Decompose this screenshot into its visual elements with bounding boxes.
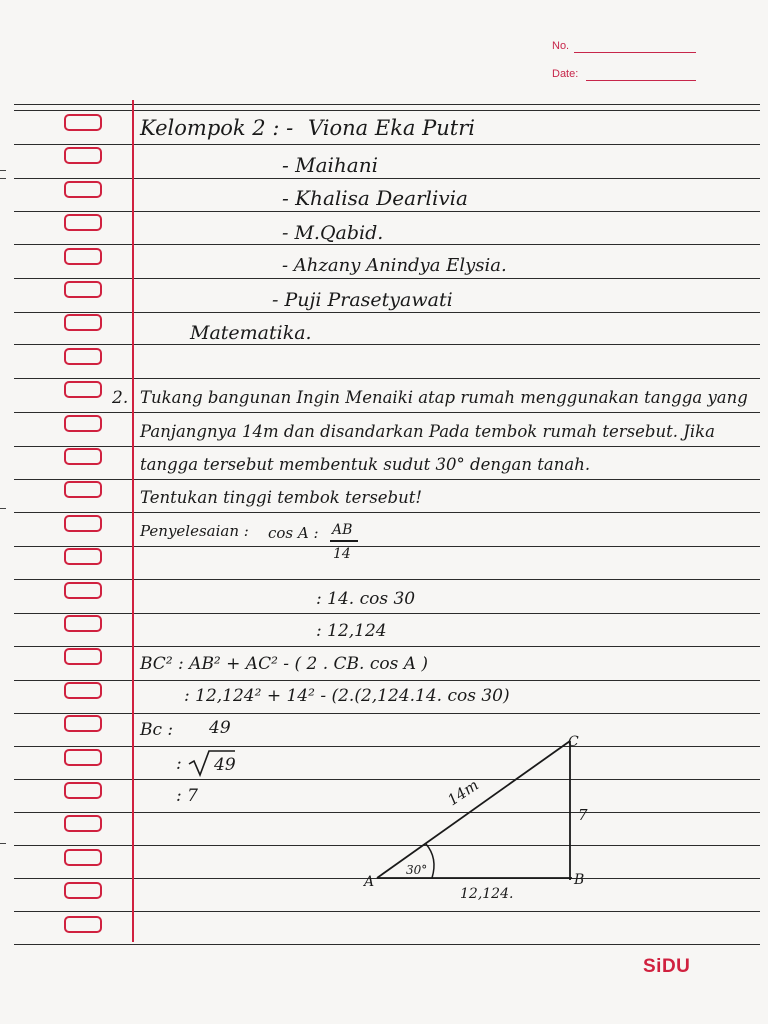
step-2: : 14. cos 30	[316, 589, 416, 609]
ruled-line	[14, 613, 760, 614]
ruled-line	[14, 512, 760, 513]
ruled-line	[14, 344, 760, 345]
cos-numerator: AB	[332, 522, 353, 538]
ruled-line	[14, 104, 760, 105]
hole-box	[64, 381, 102, 398]
bc-formula: BC² : AB² + AC² - ( 2 . CB. cos A )	[140, 654, 429, 674]
member-2: - Maihani	[282, 153, 378, 177]
ruled-line	[14, 944, 760, 945]
angle-label: 30°	[406, 863, 428, 877]
hole-box	[64, 582, 102, 599]
ruled-line	[14, 412, 760, 413]
ruled-line	[14, 312, 760, 313]
bc-result-label: Bc :	[140, 720, 174, 740]
wall-label: 7	[578, 806, 588, 824]
hole-box	[64, 749, 102, 766]
member-5: - Ahzany Anindya Elysia.	[282, 255, 507, 276]
cos-lhs: cos A :	[268, 524, 319, 542]
ruled-line	[14, 278, 760, 279]
ruled-line	[14, 211, 760, 212]
ruled-line	[14, 244, 760, 245]
ruled-line	[14, 378, 760, 379]
hole-box	[64, 181, 102, 198]
member-3: - Khalisa Dearlivia	[282, 186, 468, 210]
no-line	[574, 52, 696, 53]
ruled-line	[14, 680, 760, 681]
hole-box	[64, 415, 102, 432]
fraction-bar	[330, 540, 358, 542]
problem-line-2: Panjangnya 14m dan disandarkan Pada tembok rumah tersebut. Jika	[140, 422, 715, 441]
member-6: - Puji Prasetyawati	[272, 289, 453, 311]
bc-substitution: : 12,124² + 14² - (2.(2,124.14. cos 30)	[184, 686, 510, 706]
hypotenuse-label: 14m	[444, 775, 482, 810]
group-label: Kelompok 2 : -	[140, 116, 294, 140]
ruled-line	[14, 110, 760, 111]
step-3: : 12,124	[316, 621, 387, 641]
hole-box	[64, 548, 102, 565]
hole-box	[64, 615, 102, 632]
brand-logo: SiDU	[643, 956, 691, 977]
ruled-line	[14, 546, 760, 547]
problem-line-3: tangga tersebut membentuk sudut 30° dengan tanah.	[140, 455, 591, 474]
sqrt-value: 49	[214, 755, 236, 775]
solution-label: Penyelesaian :	[140, 522, 249, 540]
ruled-line	[14, 911, 760, 912]
problem-line-4: Tentukan tinggi tembok tersebut!	[140, 488, 423, 507]
hole-box	[64, 281, 102, 298]
edge-tick	[0, 178, 6, 179]
date-line	[586, 80, 696, 81]
ruled-line	[14, 713, 760, 714]
base-label: 12,124.	[460, 886, 514, 902]
cos-denominator: 14	[333, 546, 351, 562]
hole-box	[64, 448, 102, 465]
hole-box	[64, 815, 102, 832]
hypotenuse	[377, 741, 570, 878]
member-1: Viona Eka Putri	[308, 116, 475, 140]
ruled-line	[14, 178, 760, 179]
ruled-line	[14, 646, 760, 647]
date-label: Date:	[552, 68, 579, 80]
edge-tick	[0, 508, 6, 509]
edge-tick	[0, 170, 6, 171]
ruled-line	[14, 446, 760, 447]
final-answer: : 7	[176, 786, 198, 806]
sqrt-prefix: :	[176, 754, 182, 774]
hole-box	[64, 882, 102, 899]
no-label: No.	[552, 40, 570, 52]
ruled-line	[14, 579, 760, 580]
hole-box	[64, 648, 102, 665]
ruled-line	[14, 144, 760, 145]
bc-result: 49	[209, 718, 231, 738]
ruled-line	[14, 479, 760, 480]
hole-box	[64, 214, 102, 231]
hole-box	[64, 314, 102, 331]
vertex-b: B	[574, 872, 585, 888]
hole-box	[64, 248, 102, 265]
vertex-c: C	[568, 734, 579, 750]
subject: Matematika.	[190, 322, 312, 344]
hole-box	[64, 682, 102, 699]
hole-box	[64, 481, 102, 498]
hole-box	[64, 147, 102, 164]
problem-number: 2.	[112, 388, 129, 408]
hole-box	[64, 114, 102, 131]
triangle-diagram	[360, 730, 600, 910]
hole-box	[64, 849, 102, 866]
edge-tick	[0, 843, 6, 844]
hole-box	[64, 715, 102, 732]
margin-line	[132, 100, 134, 942]
hole-box	[64, 782, 102, 799]
hole-box	[64, 348, 102, 365]
member-4: - M.Qabid.	[282, 222, 384, 244]
hole-box	[64, 916, 102, 933]
hole-box	[64, 515, 102, 532]
vertex-a: A	[364, 874, 375, 890]
problem-line-1: Tukang bangunan Ingin Menaiki atap rumah menggunakan tangga yang	[140, 388, 748, 407]
